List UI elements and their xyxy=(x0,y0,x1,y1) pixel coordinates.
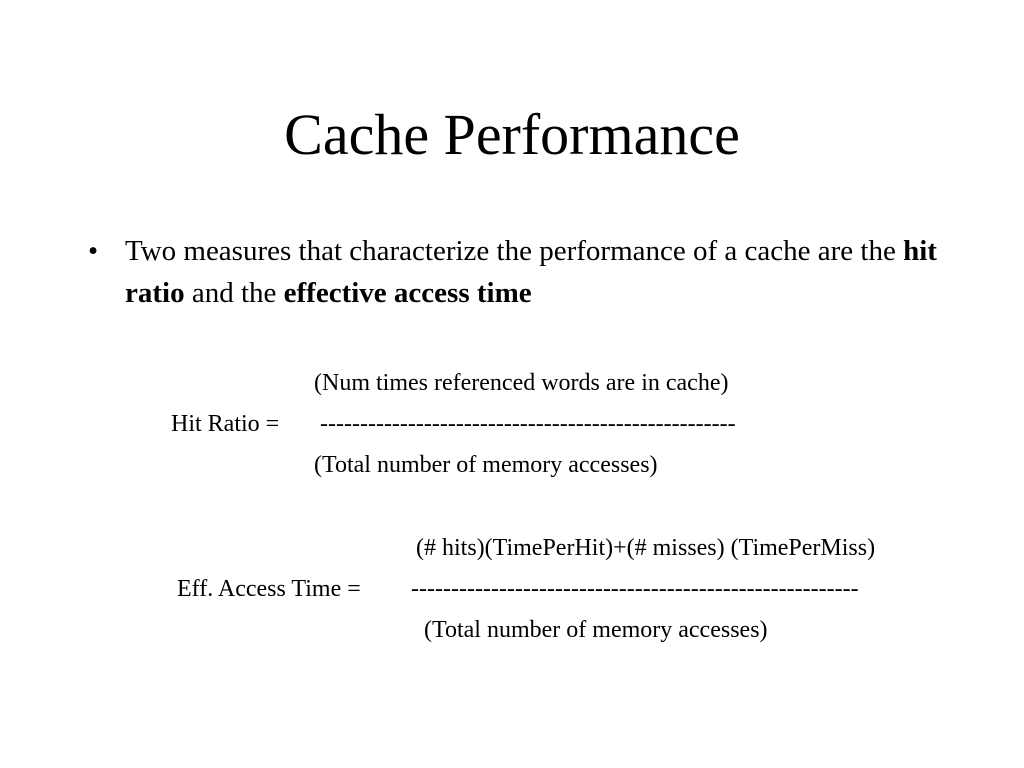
hit-ratio-label: Hit Ratio = xyxy=(171,411,280,437)
eff-access-time-divider: -------------------------------------------------------- xyxy=(411,576,859,602)
effective-access-time-term: effective access time xyxy=(283,277,532,309)
bullet-text-part1: Two measures that characterize the performance of a cache are the xyxy=(125,235,904,267)
hit-ratio-denominator: (Total number of memory accesses) xyxy=(314,452,658,478)
slide-title: Cache Performance xyxy=(284,102,740,167)
hit-ratio-divider: ---------------------------------------------------- xyxy=(320,411,736,437)
bullet-text xyxy=(125,230,985,314)
bullet-dot: • xyxy=(88,235,99,267)
eff-access-time-denominator: (Total number of memory accesses) xyxy=(424,617,768,643)
hit-ratio-term: hit ratio xyxy=(125,235,937,309)
hit-ratio-numerator: (Num times referenced words are in cache) xyxy=(314,370,729,396)
eff-access-time-label: Eff. Access Time = xyxy=(177,576,361,602)
eff-access-time-numerator: (# hits)(TimePerHit)+(# misses) (TimePerMiss) xyxy=(416,535,876,561)
bullet-text-part2: and the xyxy=(184,277,284,309)
